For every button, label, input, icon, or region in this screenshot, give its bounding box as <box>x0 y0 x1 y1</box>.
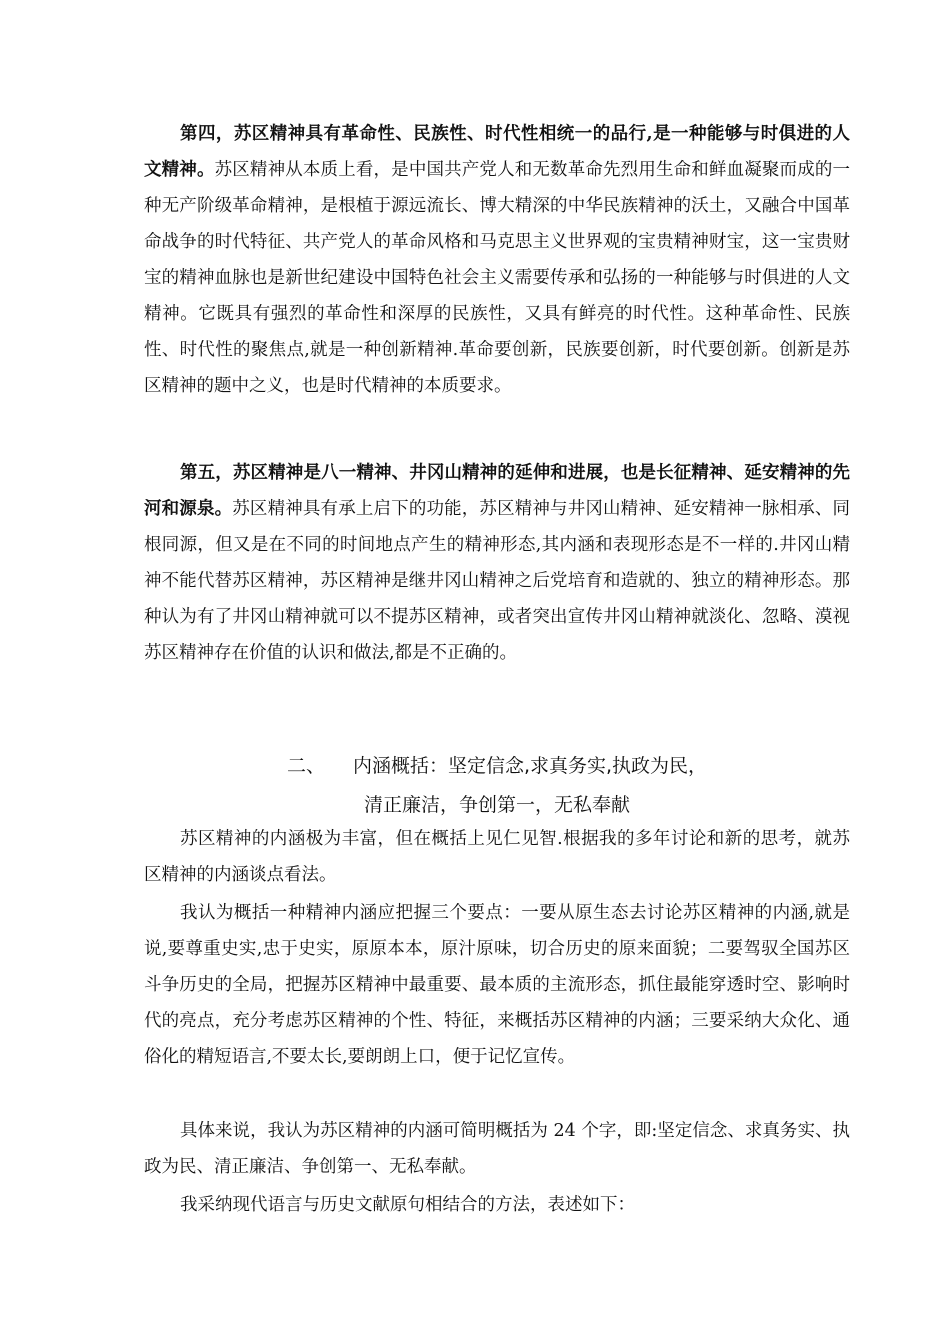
section-title-line1: 内涵概括：坚定信念,求真务实,执政为民， <box>352 755 708 777</box>
section-heading-line1 <box>144 748 850 784</box>
paragraph-three-points: 我认为概括一种精神内涵应把握三个要点：一要从原生态去讨论苏区精神的内涵,就是说,要尊重史实,忠于史实，原原本本，原汁原味，切合历史的原来面貌；二要驾驭全国苏区斗争历史的全局，把握苏区精神中最重要、最本质的主流形态，抓住最能穿透时空、影响时代的亮点，充分考虑苏区精神的个性、特征，来概括苏区精神的内涵；三要采纳大众化、通俗化的精短语言,不要太长,要朗朗上口，便于记忆宣传。 <box>144 903 850 1067</box>
fifth-point-heading: 第五，苏区精神是八一精神、井冈山精神的延伸和进展，也是长征精神、延安精神的先河和源泉。 <box>144 463 850 519</box>
paragraph-intro: 苏区精神的内涵极为丰富，但在概括上见仁见智.根据我的多年讨论和新的思考，就苏区精神的内涵谈点看法。 <box>144 829 850 885</box>
paragraph-fifth-point <box>144 455 850 671</box>
section-number: 二、 <box>286 755 325 777</box>
fourth-point-text: 苏区精神从本质上看，是中国共产党人和无数革命先烈用生命和鲜血凝聚而成的一种无产阶级革命精神，是根植于源远流长、博大精深的中华民族精神的沃土，又融合中国革命战争的时代特征、共产党人的革命风格和马克思主义世界观的宝贵精神财宝，这一宝贵财宝的精神血脉也是新世纪建设中国特色社会主义需要传承和弘扬的一种能够与时俱进的人文精神。它既具有强烈的革命性和深厚的民族性，又具有鲜亮的时代性。这种革命性、民族性、时代性的聚焦点,就是一种创新精神.革命要创新，民族要创新，时代要创新。创新是苏区精神的题中之义，也是时代精神的本质要求。 <box>144 160 851 396</box>
section-heading-line2 <box>144 787 850 823</box>
section-title-line2: 清正廉洁，争创第一，无私奉献 <box>363 794 630 816</box>
paragraph-fourth-point <box>144 116 850 404</box>
fifth-point-text: 苏区精神具有承上启下的功能，苏区精神与井冈山精神、延安精神一脉相承、同根同源，但又是在不同的时间地点产生的精神形态,其内涵和表现形态是不一样的.井冈山精神不能代替苏区精神，苏区精神是继井冈山精神之后党培育和造就的、独立的精神形态。那种认为有了井冈山精神就可以不提苏区精神，或者突出宣传井冈山精神就淡化、忽略、漠视苏区精神存在价值的认识和做法,都是不正确的。 <box>144 499 851 663</box>
fourth-point-heading: 第四，苏区精神具有革命性、民族性、时代性相统一的品行,是一种能够与时俱进的人文精神。 <box>144 124 850 180</box>
paragraph-method: 我采纳现代语言与历史文献原句相结合的方法，表述如下： <box>180 1195 635 1215</box>
paragraph-24-characters: 具体来说，我认为苏区精神的内涵可简明概括为 24 个字，即:坚定信念、求真务实、执政为民、清正廉洁、争创第一、无私奉献。 <box>144 1121 850 1177</box>
